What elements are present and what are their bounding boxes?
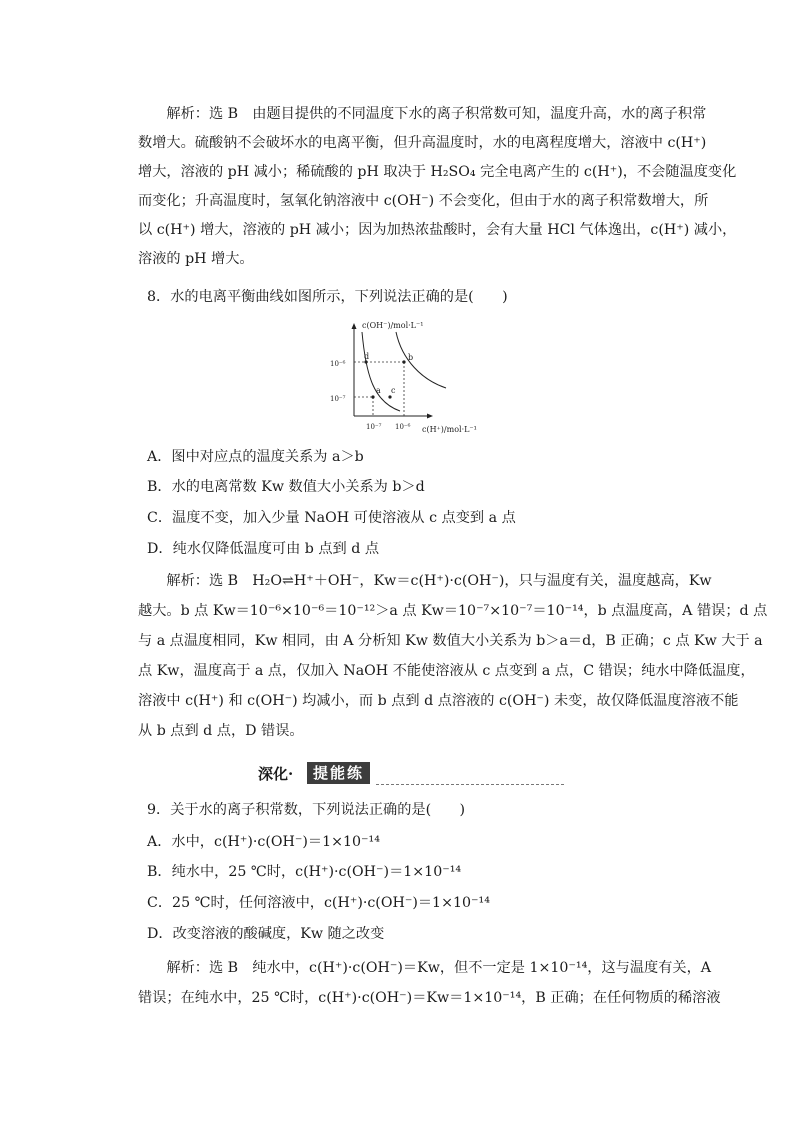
analysis-q8-line: 点 Kw，温度高于 a 点，仅加入 NaOH 不能使溶液从 c 点变到 a 点，C 错误；纯水中降低温度， xyxy=(138,663,755,679)
water-ionization-graph xyxy=(322,318,494,436)
section-dashed-rule xyxy=(376,784,564,785)
analysis-q8-line: 与 a 点温度相同，Kw 相同，由 A 分析知 Kw 数值大小关系为 b＞a＝d，B 正确；c 点 Kw 大于 a xyxy=(138,633,763,649)
question-9-stem: 9．关于水的离子积常数，下列说法正确的是( ) xyxy=(147,802,466,818)
isotherm-curve-a xyxy=(362,332,400,411)
question-8-option: B．水的电离常数 Kw 数值大小关系为 b＞d xyxy=(147,479,425,495)
analysis-q9-line: 错误；在纯水中，25 ℃时，c(H⁺)·c(OH⁻)＝Kw＝1×10⁻¹⁴，B 正确；在任何物质的稀溶液 xyxy=(138,990,721,1006)
y-tick-label: 10⁻⁷ xyxy=(330,395,346,403)
y-axis-arrow xyxy=(352,323,357,329)
question-8-stem: 8．水的电离平衡曲线如图所示，下列说法正确的是( ) xyxy=(147,289,508,305)
point-b-marker xyxy=(402,360,405,363)
analysis-q7-line: 增大，溶液的 pH 减小；稀硫酸的 pH 取决于 H₂SO₄ 完全电离产生的 c(H⁺)，不会随温度变化 xyxy=(138,164,737,180)
analysis-q7-line: 而变化；升高温度时，氢氧化钠溶液中 c(OH⁻) 不会变化，但由于水的离子积常数增大，所 xyxy=(138,193,709,209)
analysis-q9-line: 解析：选 B 纯水中，c(H⁺)·c(OH⁻)＝Kw，但不一定是 1×10⁻¹⁴，这与温度有关，A xyxy=(166,960,712,976)
y-axis-label: c(OH⁻)/mol·L⁻¹ xyxy=(362,321,424,330)
question-8-option: A．图中对应点的温度关系为 a＞b xyxy=(147,449,364,465)
section-header xyxy=(258,760,564,788)
analysis-q7-line: 以 c(H⁺) 增大，溶液的 pH 减小；因为加热浓盐酸时，会有大量 HCl 气体逸出，c(H⁺) 减小， xyxy=(138,222,737,238)
analysis-q7-line: 溶液的 pH 增大。 xyxy=(138,251,254,267)
point-d-label: d xyxy=(364,352,370,361)
x-axis-label: c(H⁺)/mol·L⁻¹ xyxy=(422,425,477,434)
x-tick-label: 10⁻⁷ xyxy=(366,423,382,431)
x-axis-arrow xyxy=(427,414,433,419)
isotherm-curve-b xyxy=(396,332,446,388)
point-a-label: a xyxy=(376,386,381,395)
point-a-marker xyxy=(371,395,374,398)
analysis-q7-line: 数增大。硫酸钠不会破坏水的电离平衡，但升高温度时，水的电离程度增大，溶液中 c(H⁺) xyxy=(138,135,707,151)
question-9-option: D．改变溶液的酸碱度，Kw 随之改变 xyxy=(147,926,385,942)
question-9-option: C．25 ℃时，任何溶液中，c(H⁺)·c(OH⁻)＝1×10⁻¹⁴ xyxy=(147,895,490,911)
y-tick-label: 10⁻⁶ xyxy=(330,360,346,368)
analysis-q8-line: 从 b 点到 d 点，D 错误。 xyxy=(138,723,304,739)
question-8-option: C．温度不变，加入少量 NaOH 可使溶液从 c 点变到 a 点 xyxy=(147,510,516,526)
analysis-q7-line: 解析：选 B 由题目提供的不同温度下水的离子积常数可知，温度升高，水的离子积常 xyxy=(166,106,707,122)
analysis-q8-line: 溶液中 c(H⁺) 和 c(OH⁻) 均减小，而 b 点到 d 点溶液的 c(OH⁻) 未变，故仅降低温度溶液不能 xyxy=(138,693,739,709)
section-prefix: 深化· xyxy=(258,765,294,783)
question-9-option: A．水中，c(H⁺)·c(OH⁻)＝1×10⁻¹⁴ xyxy=(147,834,380,850)
x-tick-label: 10⁻⁶ xyxy=(395,423,411,431)
question-9-option: B．纯水中，25 ℃时，c(H⁺)·c(OH⁻)＝1×10⁻¹⁴ xyxy=(147,864,462,880)
point-b-label: b xyxy=(408,353,414,362)
section-title-badge: 提能练 xyxy=(307,762,370,784)
question-8-option: D．纯水仅降低温度可由 b 点到 d 点 xyxy=(147,541,380,557)
point-c-marker xyxy=(388,395,391,398)
analysis-q8-line: 解析：选 B H₂O⇌H⁺＋OH⁻，Kw＝c(H⁺)·c(OH⁻)，只与温度有关，温度越高，Kw xyxy=(166,573,712,589)
analysis-q8-line: 越大。b 点 Kw＝10⁻⁶×10⁻⁶＝10⁻¹²＞a 点 Kw＝10⁻⁷×10⁻⁷＝10⁻¹⁴，b 点温度高，A 错误；d 点 xyxy=(138,603,768,619)
point-c-label: c xyxy=(391,386,396,395)
